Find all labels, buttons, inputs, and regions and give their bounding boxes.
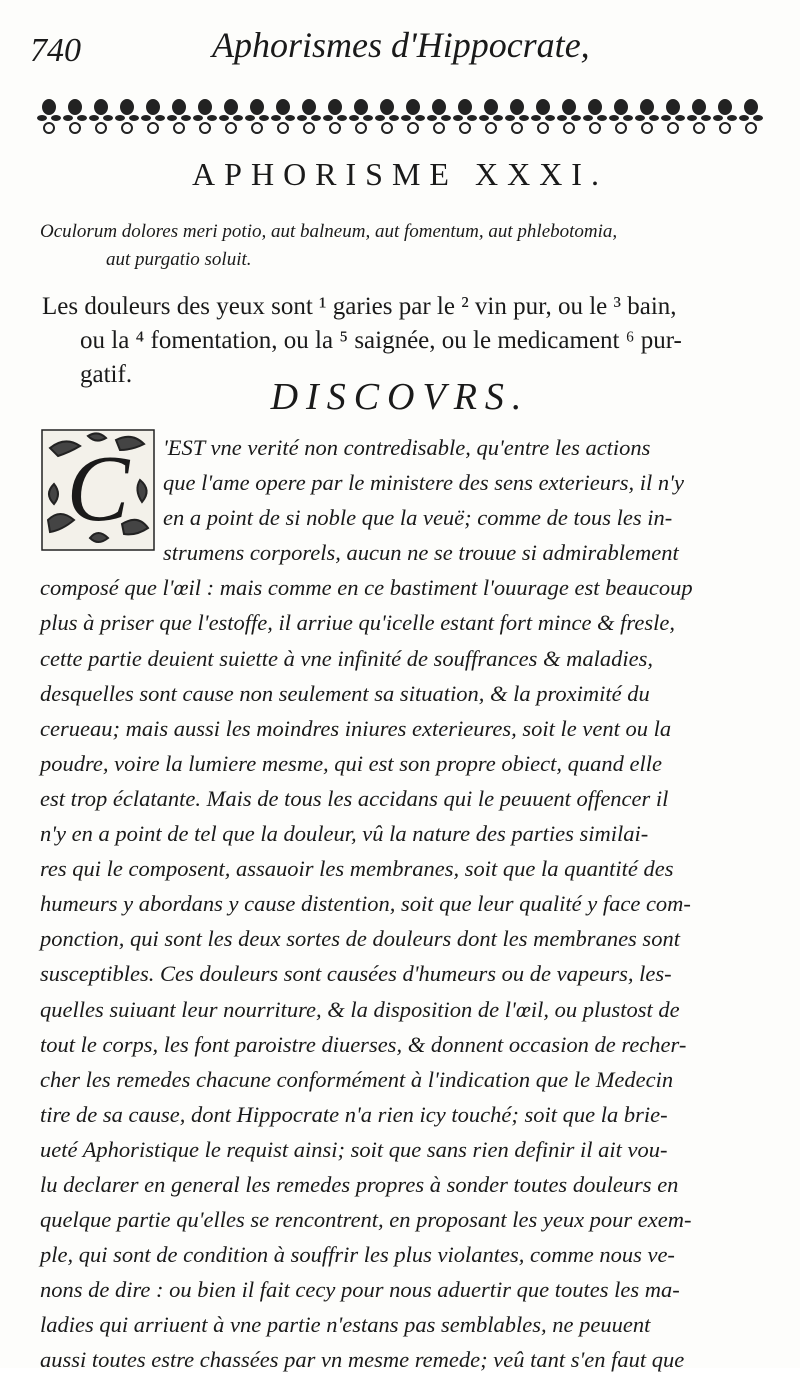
fleuron-ornament — [453, 99, 477, 133]
fleuron-ornament — [609, 99, 633, 133]
latin-line-1: Oculorum dolores meri potio, aut balneum, aut fomentum, aut phlebotomia, — [40, 221, 618, 242]
aphorism-title: APHORISME XXXI. — [192, 156, 608, 192]
fleuron-ornament — [375, 99, 399, 133]
fleuron-ornament — [635, 99, 659, 133]
body-line: 'EST vne verité non contredisable, qu'entre les actions — [163, 435, 651, 460]
page-header — [30, 20, 770, 80]
fleuron-ornament — [115, 99, 139, 133]
fleuron-ornament — [297, 99, 321, 133]
body-line: lu declarer en general les remedes propres à sonder toutes douleurs en — [40, 1171, 679, 1197]
fleuron-ornament — [37, 99, 61, 133]
body-line: res qui le composent, assauoir les membranes, soit que la quantité des — [40, 856, 674, 882]
fleuron-ornament — [531, 99, 555, 133]
body-line: ple, qui sont de condition à souffrir les plus violantes, comme nous ve- — [40, 1242, 675, 1268]
dropcap-letter: C — [66, 437, 130, 541]
fleuron-ornament — [661, 99, 685, 133]
fleuron-ornament — [271, 99, 295, 133]
body-line: que l'ame opere par le ministere des sens exterieurs, il n'y — [163, 470, 684, 496]
fleuron-ornament — [193, 99, 217, 133]
fleuron-ornament — [557, 99, 581, 133]
body-line: nons de dire : ou bien il fait cecy pour nous aduertir que toutes les ma- — [40, 1277, 680, 1303]
body-line: ladies qui arriuent à vne partie n'estans pas semblables, ne peuuent — [40, 1312, 651, 1338]
fleuron-ornament — [427, 99, 451, 133]
fleuron-ornament — [583, 99, 607, 133]
latin-line-2: aut purgatio soluit. — [106, 249, 252, 270]
ornament-band — [36, 96, 764, 136]
body-line: desquelles sont cause non seulement sa situation, & la proximité du — [40, 680, 650, 706]
body-line: cher les remedes chacune conformément à l'indication que le Medecin — [40, 1066, 674, 1092]
fleuron-ornament — [89, 99, 113, 133]
fleuron-ornament — [401, 99, 425, 133]
fleuron-ornament — [63, 99, 87, 133]
body-line: aussi toutes estre chassées par vn mesme remede; veû tant s'en faut que — [40, 1347, 685, 1373]
body-line: poudre, voire la lumiere mesme, qui est son propre obiect, quand elle — [40, 750, 662, 776]
french-line-3: gatif. — [80, 361, 133, 388]
running-title: Aphorismes d'Hippocrate, — [212, 25, 590, 65]
discours-title: DISCOVRS. — [270, 376, 530, 418]
fleuron-ornament — [687, 99, 711, 133]
body-line: tire de sa cause, dont Hippocrate n'a rien icy touché; soit que la brie- — [40, 1101, 668, 1127]
body-line: ponction, qui sont les deux sortes de douleurs dont les membranes sont — [40, 926, 680, 952]
body-line: quelque partie qu'elles se rencontrent, en proposant les yeux pour exem- — [40, 1207, 692, 1233]
fleuron-ornament — [245, 99, 269, 133]
body-line: susceptibles. Ces douleurs sont causées d'humeurs ou de vapeurs, les- — [40, 961, 672, 987]
body-line: est trop éclatante. Mais de tous les accidans qui le peuuent offencer il — [40, 785, 669, 811]
french-line-1: Les douleurs des yeux sont ¹ garies par le ² vin pur, ou le ³ bain, — [42, 293, 677, 320]
body-line: cerueau; mais aussi les moindres iniures exterieures, soit le vent ou la — [40, 715, 672, 741]
body-line: plus à priser que l'estoffe, il arriue qu'icelle estant fort mince & fresle, — [40, 610, 675, 636]
fleuron-ornament — [349, 99, 373, 133]
discours-body — [40, 430, 768, 1378]
body-line: cette partie deuient suiette à vne infinité de souffrances & maladies, — [40, 645, 653, 671]
fleuron-ornament — [505, 99, 529, 133]
body-line: n'y en a point de tel que la douleur, vû la nature des parties similai- — [40, 821, 649, 847]
body-line: composé que l'œil : mais comme en ce bastiment l'ouurage est beaucoup — [40, 575, 693, 601]
fleuron-ornament — [141, 99, 165, 133]
body-line: en a point de si noble que la veuë; comme de tous les in- — [163, 505, 673, 531]
body-line: humeurs y abordans y cause distention, soit que leur qualité y face com- — [40, 891, 691, 917]
fleuron-ornament — [219, 99, 243, 133]
body-line: strumens corporels, aucun ne se trouue si admirablement — [163, 540, 679, 566]
fleuron-ornament — [167, 99, 191, 133]
page-number: 740 — [30, 32, 81, 69]
body-line: quelles suiuant leur nourriture, & la disposition de l'œil, ou plustost de — [40, 996, 680, 1022]
body-line: ueté Aphoristique le requist ainsi; soit que sans rien definir il ait vou- — [40, 1136, 668, 1162]
fleuron-ornament — [323, 99, 347, 133]
french-line-2: ou la ⁴ fomentation, ou la ⁵ saignée, ou le medicament ⁶ pur- — [80, 327, 682, 354]
fleuron-ornament — [739, 99, 763, 133]
fleuron-ornament — [479, 99, 503, 133]
latin-text — [40, 218, 770, 274]
fleuron-ornament — [713, 99, 737, 133]
ornament-band-graphic — [36, 96, 764, 136]
body-line: tout le corps, les font paroistre diuerses, & donnent occasion de recher- — [40, 1031, 687, 1057]
